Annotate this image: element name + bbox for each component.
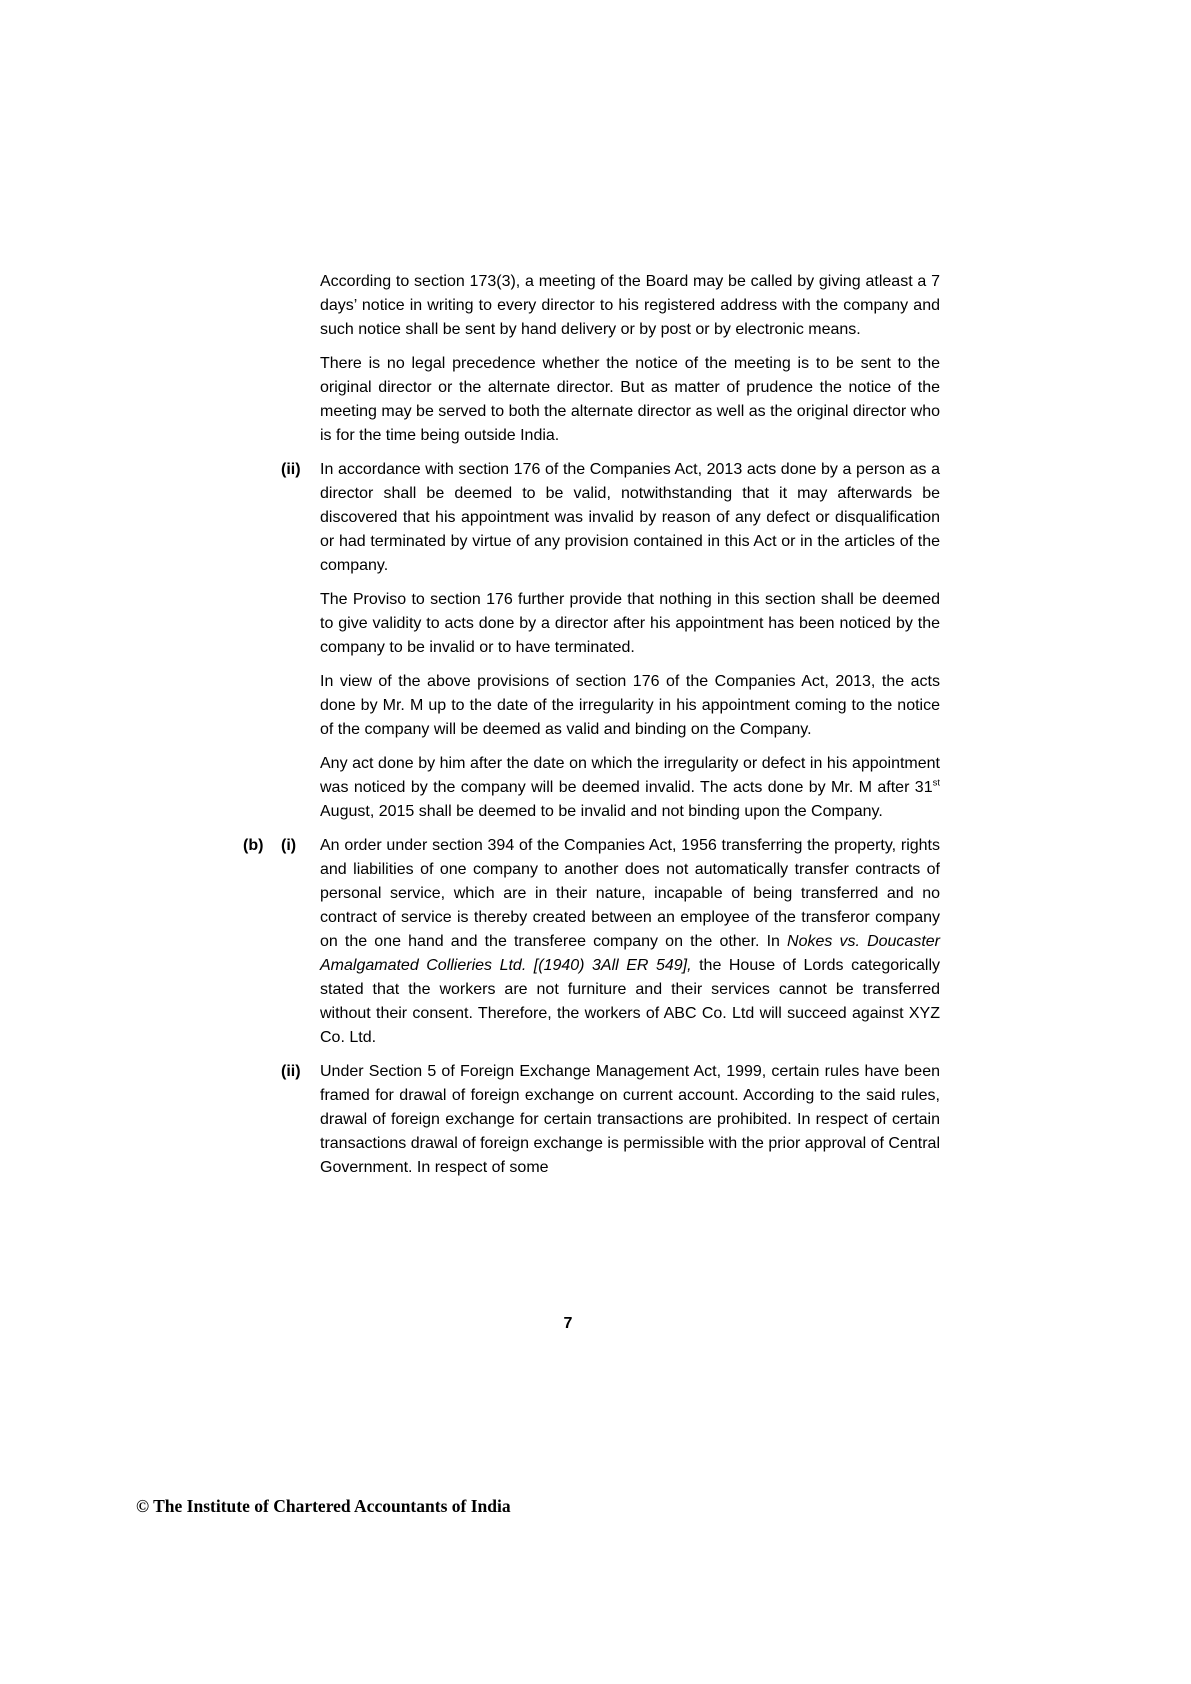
paragraph-row bbox=[243, 1060, 940, 1180]
text-segment: Any act done by him after the date on which the irregularity or defect in his appointment was noticed by the company will be deemed invalid. The acts done by Mr. M after 31 bbox=[320, 755, 940, 796]
paragraph-label-inner bbox=[281, 352, 320, 448]
paragraph-text bbox=[320, 270, 940, 342]
text-segment: An order under section 394 of the Companies Act, 1956 transferring the property, rights and liabilities of one company to another does not automatically transfer contracts of personal service, which are in their nature, incapable of being transferred and no contract of service is thereby created between an employee of the transferor company on the one hand and the transferee company on the other. In bbox=[320, 837, 940, 950]
text-segment-italic: Nokes vs. Doucaster Amalgamated Collieries Ltd. [(1940) 3All ER 549], bbox=[320, 933, 940, 974]
page-content bbox=[243, 270, 940, 1190]
text-segment: In view of the above provisions of section 176 of the Companies Act, 2013, the acts done by Mr. M up to the date of the irregularity in his appointment coming to the notice of the company will be deemed as valid and binding on the Company. bbox=[320, 673, 940, 738]
paragraph-label-outer bbox=[243, 458, 281, 578]
paragraph-row bbox=[243, 588, 940, 660]
page-number: 7 bbox=[563, 1315, 573, 1332]
paragraph-row bbox=[243, 834, 940, 1050]
paragraph-text bbox=[320, 588, 940, 660]
paragraph-text bbox=[320, 458, 940, 578]
paragraph-label-inner: (i) bbox=[281, 837, 297, 854]
paragraph-label-inner bbox=[281, 670, 320, 742]
text-segment: There is no legal precedence whether the notice of the meeting is to be sent to the original director or the alternate director. But as matter of prudence the notice of the meeting may be served to both the alternate director as well as the original director who is for the time being outside India. bbox=[320, 355, 940, 444]
paragraph-label-outer bbox=[243, 752, 281, 824]
text-segment: According to section 173(3), a meeting of the Board may be called by giving atleast a 7 days’ notice in writing to every director to his registered address with the company and such notice shall be sent by hand delivery or by post or by electronic means. bbox=[320, 273, 940, 338]
paragraph-row bbox=[243, 752, 940, 824]
paragraph-label-inner bbox=[281, 588, 320, 660]
paragraph-row bbox=[243, 270, 940, 342]
paragraph-label-outer: (b) bbox=[243, 837, 264, 854]
paragraph-label-inner: (ii) bbox=[281, 461, 301, 478]
paragraph-label-outer bbox=[243, 1060, 281, 1180]
paragraph-row bbox=[243, 670, 940, 742]
footer-copyright: © The Institute of Chartered Accountants of India bbox=[136, 1496, 511, 1516]
text-segment: Under Section 5 of Foreign Exchange Management Act, 1999, certain rules have been framed for drawal of foreign exchange on current account. According to the said rules, drawal of foreign exchange for certain transactions are prohibited. In respect of certain transactions drawal of foreign exchange is permissible with the prior approval of Central Government. In respect of some bbox=[320, 1063, 940, 1176]
paragraph-text bbox=[320, 752, 940, 824]
paragraph-text bbox=[320, 352, 940, 448]
paragraph-text bbox=[320, 1060, 940, 1180]
text-segment: August, 2015 shall be deemed to be invalid and not binding upon the Company. bbox=[320, 803, 883, 820]
text-segment: The Proviso to section 176 further provide that nothing in this section shall be deemed to give validity to acts done by a director after his appointment has been noticed by the company to be invalid or to have terminated. bbox=[320, 591, 940, 656]
text-segment: In accordance with section 176 of the Companies Act, 2013 acts done by a person as a director shall be deemed to be valid, notwithstanding that it may afterwards be discovered that his appointment was invalid by reason of any defect or disqualification or had terminated by virtue of any provision contained in this Act or in the articles of the company. bbox=[320, 461, 940, 574]
paragraph-label-outer bbox=[243, 270, 281, 342]
paragraph-text bbox=[320, 670, 940, 742]
paragraph-row bbox=[243, 458, 940, 578]
text-segment-superscript: st bbox=[932, 777, 940, 789]
paragraph-label-inner bbox=[281, 270, 320, 342]
paragraph-label-outer bbox=[243, 352, 281, 448]
paragraph-label-outer bbox=[243, 588, 281, 660]
paragraph-label-inner bbox=[281, 752, 320, 824]
paragraph-text bbox=[320, 834, 940, 1050]
paragraph-label-inner: (ii) bbox=[281, 1063, 301, 1080]
text-segment: the House of Lords categorically stated that the workers are not furniture and their services cannot be transferred without their consent. Therefore, the workers of ABC Co. Ltd will succeed against XYZ Co. Ltd. bbox=[320, 957, 941, 1046]
paragraph-label-outer bbox=[243, 670, 281, 742]
paragraph-row bbox=[243, 352, 940, 448]
